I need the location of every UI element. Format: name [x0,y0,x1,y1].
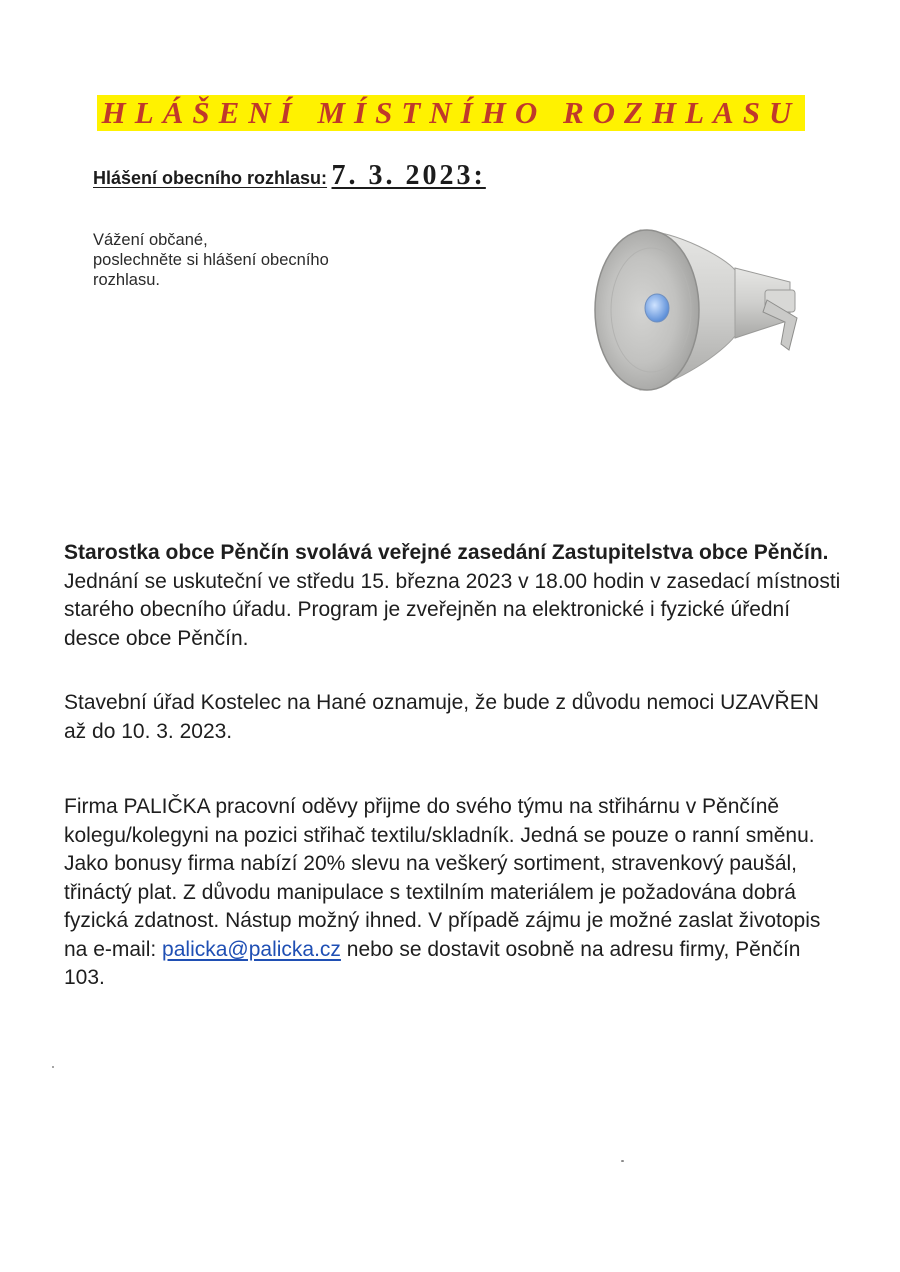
header-label: Hlášení obecního rozhlasu: [93,168,328,188]
building-office-text: Stavební úřad Kostelec na Hané oznamuje, že bude z důvodu nemoci UZAVŘEN až do 10. 3. 2023. [64,691,819,743]
title-banner [97,95,805,131]
greeting-line: Vážení občané, [93,231,208,249]
megaphone-icon [585,220,810,400]
job-offer-text-end: nebo se dostavit osobně na adresu firmy, Pěnčín 103. [64,937,801,989]
job-offer-announcement [64,793,844,993]
scan-speck [621,1160,624,1162]
scan-speck [52,1066,54,1068]
meeting-announcement-lead: Starostka obce Pěnčín svolává veřejné zasedání Zastupitelstva obce Pěnčín. [64,541,829,564]
greeting-block [93,230,393,290]
header-date: 7. 3. 2023: [331,160,486,191]
email-link[interactable]: palicka@palicka.cz [162,937,341,961]
page-title: HLÁŠENÍ MÍSTNÍHO ROZHLASU [101,95,801,130]
announcement-header [93,160,486,192]
meeting-announcement-text: Jednání se uskuteční ve středu 15. března 2023 v 18.00 hodin v zasedací místnosti starého obecního úřadu. Program je zveřejněn na elektronické i fyzické úřední desce obce Pěnčín. [64,569,841,650]
greeting-line: rozhlasu. [93,271,160,289]
building-office-announcement [64,689,844,746]
job-offer-text: Firma PALIČKA pracovní oděvy přijme do svého týmu na střihárnu v Pěnčíně kolegu/kolegyni na pozici střihač textilu/skladník. Jedná se pouze o ranní směnu. Jako bonusy firma nabízí 20% slevu na veškerý sortiment, stravenkový paušál, třináctý plat. Z důvodu manipulace s textilním materiálem je požadována dobrá fyzická zdatnost. Nástup možný ihned. V případě zájmu je možné zaslat životopis na e-mail: [64,795,821,961]
greeting-line: poslechněte si hlášení obecního [93,251,329,269]
meeting-announcement [64,539,844,653]
